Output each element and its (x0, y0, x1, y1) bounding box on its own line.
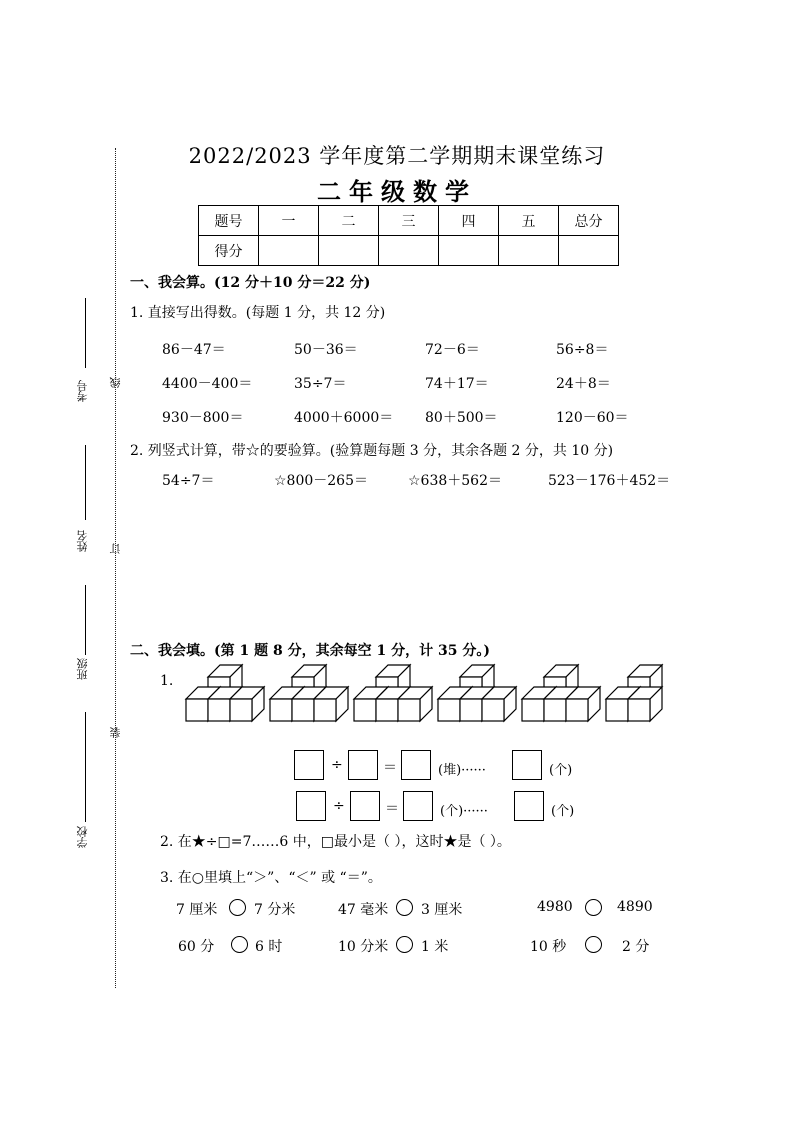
equals-sign: ＝ (383, 760, 397, 776)
compare-circle[interactable] (231, 936, 248, 953)
binding-mark-xian: 线 (109, 377, 122, 388)
exam-subtitle: 二年级数学 (317, 177, 477, 206)
answer-box[interactable] (348, 750, 378, 780)
calc-item: 4000＋6000＝ (294, 410, 394, 426)
divide-sign: ÷ (333, 798, 345, 814)
calc-item: 80＋500＝ (425, 410, 498, 426)
calc-item: 930－800＝ (162, 410, 244, 426)
calc-item: 4400－400＝ (162, 376, 253, 392)
compare-circle[interactable] (585, 899, 602, 916)
vertical-calc-item: 54÷7＝ (162, 473, 215, 489)
exam-number-label: 考号 (76, 380, 89, 402)
score-cell-header: 题号 (199, 206, 259, 236)
calc-item: 50－36＝ (294, 342, 358, 358)
calc-item: 35÷7＝ (294, 376, 347, 392)
compare-circle[interactable] (396, 899, 413, 916)
unit-label: (个)······ (440, 804, 488, 819)
compare-right: 7 分米 (254, 902, 296, 918)
cube-pile (186, 665, 264, 721)
binding-mark-ding: 订 (109, 543, 122, 554)
score-cell-blank[interactable] (439, 236, 499, 266)
divide-sign: ÷ (331, 757, 343, 773)
school-line (85, 712, 86, 822)
score-cell-header: 三 (379, 206, 439, 236)
section2-q2: 2. 在★÷□=7……6 中，□最小是（ ），这时★是（ ）。 (160, 834, 511, 850)
name-label: 姓名 (76, 530, 89, 552)
score-row-label: 得分 (199, 236, 259, 266)
exam-title: 2022/2023 学年度第二学期期末课堂练习 (188, 144, 606, 168)
score-cell-header: 四 (439, 206, 499, 236)
score-table-header-row (199, 206, 619, 236)
calc-item: 56÷8＝ (556, 342, 609, 358)
compare-left: 7 厘米 (176, 902, 218, 918)
unit-label: (个) (549, 763, 573, 778)
compare-right: 2 分 (622, 939, 650, 955)
calc-item: 120－60＝ (556, 410, 629, 426)
answer-box[interactable] (350, 791, 380, 821)
compare-right: 6 时 (255, 939, 283, 955)
compare-circle[interactable] (396, 936, 413, 953)
score-cell-blank[interactable] (379, 236, 439, 266)
cube-pile-leftover (606, 665, 662, 721)
compare-right: 1 米 (421, 939, 449, 955)
score-cell-header: 二 (319, 206, 379, 236)
compare-left: 4980 (537, 899, 573, 915)
equals-sign: ＝ (385, 801, 399, 817)
binding-mark-zhuang: 装 (109, 727, 122, 738)
vertical-calc-item: ☆800－265＝ (274, 473, 368, 489)
score-cell-header: 总分 (559, 206, 619, 236)
score-table-score-row (199, 236, 619, 266)
cube-pile (354, 665, 432, 721)
cube-groups-figure (182, 665, 682, 723)
calc-item: 72－6＝ (425, 342, 480, 358)
section2-q1-number: 1. (160, 673, 174, 689)
score-cell-blank[interactable] (559, 236, 619, 266)
answer-box[interactable] (401, 750, 431, 780)
score-cell-header: 五 (499, 206, 559, 236)
unit-label: (个) (551, 804, 575, 819)
school-label: 学校 (76, 826, 89, 848)
compare-right: 3 厘米 (421, 902, 463, 918)
unit-label: (堆)······ (438, 763, 486, 778)
section2-heading: 二、我会填。(第 1 题 8 分，其余每空 1 分，计 35 分。) (130, 643, 490, 659)
vertical-calc-item: 523－176＋452＝ (548, 473, 671, 489)
calc-item: 86－47＝ (162, 342, 226, 358)
answer-box[interactable] (296, 791, 326, 821)
score-table (198, 205, 619, 266)
compare-left: 60 分 (178, 939, 215, 955)
score-cell-blank[interactable] (499, 236, 559, 266)
cube-pile (522, 665, 600, 721)
class-label: 班级 (76, 658, 89, 680)
score-cell-blank[interactable] (319, 236, 379, 266)
compare-left: 47 毫米 (338, 902, 389, 918)
compare-right: 4890 (617, 899, 653, 915)
calc-item: 24＋8＝ (556, 376, 611, 392)
compare-left: 10 分米 (338, 939, 389, 955)
cube-pile (438, 665, 516, 721)
answer-box[interactable] (403, 791, 433, 821)
section1-heading: 一、我会算。(12 分＋10 分＝22 分) (130, 275, 371, 291)
answer-box[interactable] (294, 750, 324, 780)
binding-dotted-line (115, 148, 116, 988)
compare-left: 10 秒 (530, 939, 567, 955)
compare-circle[interactable] (585, 936, 602, 953)
section1-q1-prompt: 1. 直接写出得数。(每题 1 分，共 12 分) (130, 305, 386, 321)
calc-item: 74＋17＝ (425, 376, 489, 392)
class-line (85, 585, 86, 655)
answer-box[interactable] (514, 791, 544, 821)
cube-pile (270, 665, 348, 721)
name-line (85, 445, 86, 520)
section2-q3-prompt: 3. 在○里填上“＞”、“＜” 或 “＝”。 (160, 870, 382, 886)
score-cell-header: 一 (259, 206, 319, 236)
answer-box[interactable] (512, 750, 542, 780)
vertical-calc-item: ☆638＋562＝ (408, 473, 502, 489)
section1-q2-prompt: 2. 列竖式计算，带☆的要验算。(验算题每题 3 分，其余各题 2 分，共 10 分) (130, 443, 614, 459)
exam-number-line (85, 298, 86, 368)
compare-circle[interactable] (229, 899, 246, 916)
score-cell-blank[interactable] (259, 236, 319, 266)
